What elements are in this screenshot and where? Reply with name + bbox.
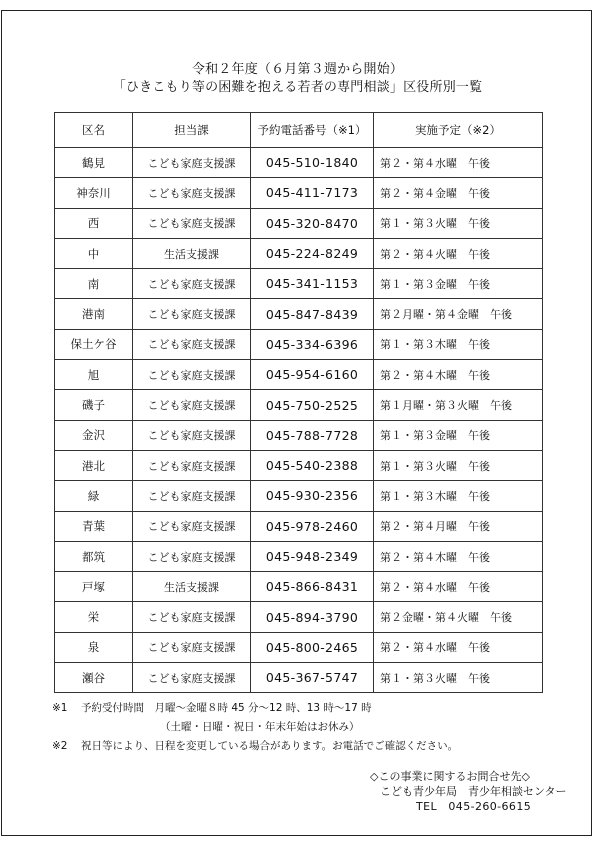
- schedule: 第２・第４木曜 午後: [374, 360, 543, 390]
- ward-name: 保土ケ谷: [55, 329, 133, 359]
- table-row: [55, 663, 543, 693]
- table-row: [55, 360, 543, 390]
- ward-name: 瀬谷: [55, 663, 133, 693]
- department: こども家庭支援課: [133, 632, 251, 662]
- department: こども家庭支援課: [133, 269, 251, 299]
- ward-name: 港南: [55, 299, 133, 329]
- table-row: [55, 329, 543, 359]
- table-row: [55, 269, 543, 299]
- note1-mark: ※1: [52, 702, 68, 714]
- table-row: [55, 602, 543, 632]
- schedule: 第２・第４水曜 午後: [374, 572, 543, 602]
- note2-text: 祝日等により、日程を変更している場合があります。お電話でご確認ください。: [81, 740, 459, 752]
- ward-name: 西: [55, 208, 133, 238]
- phone-number: 045-930-2356: [251, 481, 374, 511]
- ward-name: 神奈川: [55, 178, 133, 208]
- department: こども家庭支援課: [133, 390, 251, 420]
- phone-number: 045-954-6160: [251, 360, 374, 390]
- schedule: 第１・第３火曜 午後: [374, 208, 543, 238]
- schedule: 第２・第４火曜 午後: [374, 238, 543, 268]
- phone-number: 045-847-8439: [251, 299, 374, 329]
- phone-number: 045-978-2460: [251, 511, 374, 541]
- schedule: 第１・第３金曜 午後: [374, 269, 543, 299]
- ward-name: 鶴見: [55, 148, 133, 178]
- schedule: 第１月曜・第３火曜 午後: [374, 390, 543, 420]
- header-schedule: 実施予定（※2）: [374, 113, 543, 148]
- department: こども家庭支援課: [133, 663, 251, 693]
- phone-number: 045-948-2349: [251, 541, 374, 571]
- phone-number: 045-866-8431: [251, 572, 374, 602]
- ward-name: 金沢: [55, 420, 133, 450]
- schedule: 第２・第４金曜 午後: [374, 178, 543, 208]
- contact-heading: ◇この事業に関するお問合せ先◇: [370, 770, 530, 783]
- schedule: 第１・第３木曜 午後: [374, 481, 543, 511]
- schedule: 第２・第４木曜 午後: [374, 541, 543, 571]
- department: こども家庭支援課: [133, 511, 251, 541]
- header-ward: 区名: [55, 113, 133, 148]
- department: こども家庭支援課: [133, 420, 251, 450]
- phone-number: 045-510-1840: [251, 148, 374, 178]
- ward-name: 港北: [55, 450, 133, 480]
- ward-name: 旭: [55, 360, 133, 390]
- department: こども家庭支援課: [133, 178, 251, 208]
- table-row: [55, 420, 543, 450]
- phone-number: 045-788-7728: [251, 420, 374, 450]
- header-phone: 予約電話番号（※1）: [251, 113, 374, 148]
- schedule: 第２・第４水曜 午後: [374, 148, 543, 178]
- table-row: [55, 390, 543, 420]
- schedule: 第１・第３火曜 午後: [374, 663, 543, 693]
- ward-name: 中: [55, 238, 133, 268]
- schedule: 第２・第４水曜 午後: [374, 632, 543, 662]
- schedule: 第２月曜・第４金曜 午後: [374, 299, 543, 329]
- department: こども家庭支援課: [133, 481, 251, 511]
- phone-number: 045-334-6396: [251, 329, 374, 359]
- note1-text: 予約受付時間 月曜～金曜８時 45 分～12 時、13 時～17 時: [81, 702, 372, 714]
- phone-number: 045-750-2525: [251, 390, 374, 420]
- ward-name: 南: [55, 269, 133, 299]
- phone-number: 045-341-1153: [251, 269, 374, 299]
- ward-consultation-table: [54, 112, 543, 693]
- table-row: [55, 511, 543, 541]
- schedule: 第１・第３火曜 午後: [374, 450, 543, 480]
- ward-name: 青葉: [55, 511, 133, 541]
- table-row: [55, 632, 543, 662]
- ward-name: 戸塚: [55, 572, 133, 602]
- schedule: 第１・第３木曜 午後: [374, 329, 543, 359]
- ward-name: 都筑: [55, 541, 133, 571]
- ward-name: 栄: [55, 602, 133, 632]
- table-row: [55, 572, 543, 602]
- table-row: [55, 450, 543, 480]
- contact-phone: TEL 045-260-6615: [416, 800, 532, 813]
- table-row: [55, 208, 543, 238]
- department: こども家庭支援課: [133, 450, 251, 480]
- ward-name: 磯子: [55, 390, 133, 420]
- phone-number: 045-894-3790: [251, 602, 374, 632]
- page-title-line2: 「ひきこもり等の困難を抱える若者の専門相談」区役所別一覧: [112, 80, 483, 95]
- ward-name: 緑: [55, 481, 133, 511]
- table-row: [55, 178, 543, 208]
- phone-number: 045-411-7173: [251, 178, 374, 208]
- note1-subtext: （土曜・日曜・祝日・年末年始はお休み）: [160, 721, 360, 733]
- schedule: 第２・第４月曜 午後: [374, 511, 543, 541]
- table-row: [55, 541, 543, 571]
- department: 生活支援課: [133, 572, 251, 602]
- department: こども家庭支援課: [133, 329, 251, 359]
- table-row: [55, 238, 543, 268]
- table-row: [55, 481, 543, 511]
- department: こども家庭支援課: [133, 148, 251, 178]
- contact-organization: こども青少年局 青少年相談センター: [380, 785, 567, 798]
- ward-name: 泉: [55, 632, 133, 662]
- schedule: 第１・第３金曜 午後: [374, 420, 543, 450]
- note2-mark: ※2: [52, 740, 68, 752]
- header-department: 担当課: [133, 113, 251, 148]
- department: こども家庭支援課: [133, 360, 251, 390]
- department: こども家庭支援課: [133, 541, 251, 571]
- department: こども家庭支援課: [133, 299, 251, 329]
- phone-number: 045-800-2465: [251, 632, 374, 662]
- schedule: 第２金曜・第４火曜 午後: [374, 602, 543, 632]
- phone-number: 045-320-8470: [251, 208, 374, 238]
- table-header-row: [55, 113, 543, 148]
- page-title-line1: 令和２年度（６月第３週から開始）: [191, 62, 404, 77]
- phone-number: 045-224-8249: [251, 238, 374, 268]
- phone-number: 045-367-5747: [251, 663, 374, 693]
- department: こども家庭支援課: [133, 602, 251, 632]
- department: 生活支援課: [133, 238, 251, 268]
- table-row: [55, 299, 543, 329]
- department: こども家庭支援課: [133, 208, 251, 238]
- table-row: [55, 148, 543, 178]
- phone-number: 045-540-2388: [251, 450, 374, 480]
